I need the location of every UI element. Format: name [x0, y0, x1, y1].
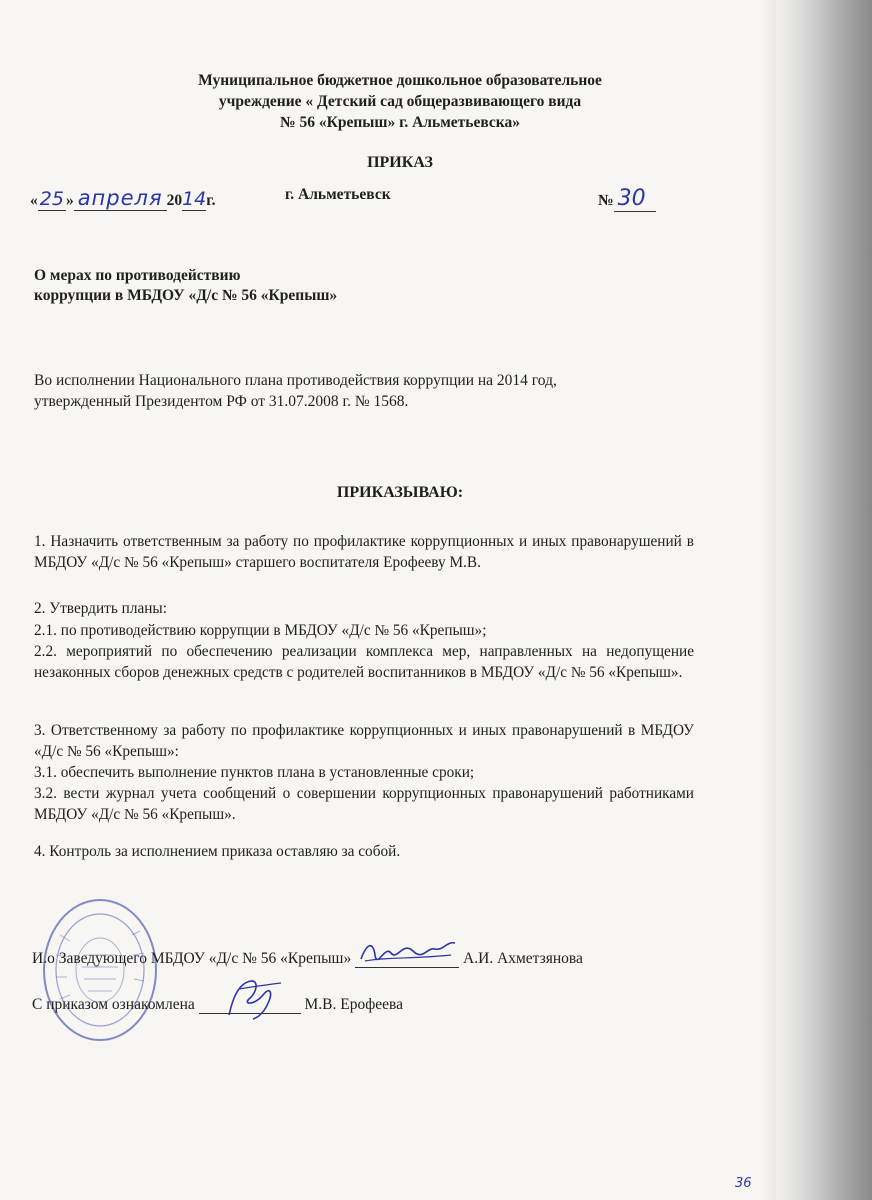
order-subject	[34, 266, 337, 306]
item-2: 2. Утвердить планы:	[34, 600, 167, 617]
order-city: г. Альметьевск	[285, 186, 391, 203]
document-title: ПРИКАЗ	[367, 154, 433, 171]
item-2-2: 2.2. мероприятий по обеспечению реализации комплекса мер, направленных на недопущение незаконных сборов денежных средств с родителей воспитанников в МБДОУ «Д/с № 56 «Крепыш».	[34, 643, 694, 681]
item-1: 1. Назначить ответственным за работу по профилактике коррупционных и иных правонарушений в МБДОУ «Д/с № 56 «Крепыш» старшего воспитателя Ерофееву М.В.	[34, 533, 694, 571]
head-signature-icon	[355, 937, 459, 967]
order-number	[598, 186, 656, 211]
scan-edge-shadow	[776, 0, 872, 1200]
order-basis	[34, 370, 557, 412]
scan-edge-fold	[762, 0, 776, 1200]
order-heading: ПРИКАЗЫВАЮ:	[336, 484, 464, 501]
acknowledgement-row	[32, 996, 403, 1014]
basis-line-1: Во исполнении Национального плана противодействия коррупции на 2014 год,	[34, 372, 557, 389]
head-signature-name: А.И. Ахметзянова	[463, 950, 583, 967]
date-year-unit: г.	[206, 192, 216, 209]
item-3: 3. Ответственному за работу по профилактике коррупционных и иных правонарушений в МБДОУ «Д/с № 56 «Крепыш»:	[34, 722, 694, 760]
page-number: 36	[735, 1176, 752, 1191]
order-date	[30, 186, 215, 210]
acknowledgement-line	[199, 1013, 301, 1014]
item-4: 4. Контроль за исполнением приказа оставляю за собой.	[34, 843, 401, 860]
header-line-1: Муниципальное бюджетное дошкольное образовательное	[198, 72, 602, 89]
order-number-label: №	[598, 192, 614, 209]
date-year-prefix: 20	[166, 192, 183, 209]
subject-line-2: коррупции в МБДОУ «Д/с № 56 «Крепыш»	[34, 287, 338, 304]
institution-header	[30, 70, 770, 133]
date-quote-close: »	[65, 192, 74, 209]
head-signature-label: И.о Заведующего МБДОУ «Д/с № 56 «Крепыш»	[32, 950, 352, 967]
subject-line-1: О мерах по противодействию	[34, 267, 241, 284]
date-quote-open: «	[30, 192, 38, 209]
item-3-2: 3.2. вести журнал учета сообщений о совершении коррупционных правонарушений работниками МБДОУ «Д/с № 56 «Крепыш».	[34, 785, 694, 823]
item-2-1: 2.1. по противодействию коррупции в МБДОУ «Д/с № 56 «Крепыш»;	[34, 622, 487, 639]
basis-line-2: утвержденный Президентом РФ от 31.07.2008 г. № 1568.	[34, 393, 409, 410]
round-stamp-icon	[40, 895, 160, 1045]
acknowledgement-signature-icon	[199, 975, 301, 1021]
date-month: апреля	[74, 186, 167, 211]
header-line-3: № 56 «Крепыш» г. Альметьевска»	[280, 114, 520, 131]
order-number-value: 30	[614, 186, 656, 212]
head-signature-line	[355, 967, 459, 968]
acknowledgement-name: М.В. Ерофеева	[304, 996, 404, 1013]
item-3-1: 3.1. обеспечить выполнение пунктов плана в установленные сроки;	[34, 764, 475, 781]
acknowledgement-label: С приказом ознакомлена	[32, 996, 195, 1013]
date-year-suffix: 14	[182, 188, 207, 210]
head-signature-row	[32, 950, 583, 968]
date-day: 25	[39, 188, 64, 210]
header-line-2: учреждение « Детский сад общеразвивающего вида	[218, 93, 582, 110]
